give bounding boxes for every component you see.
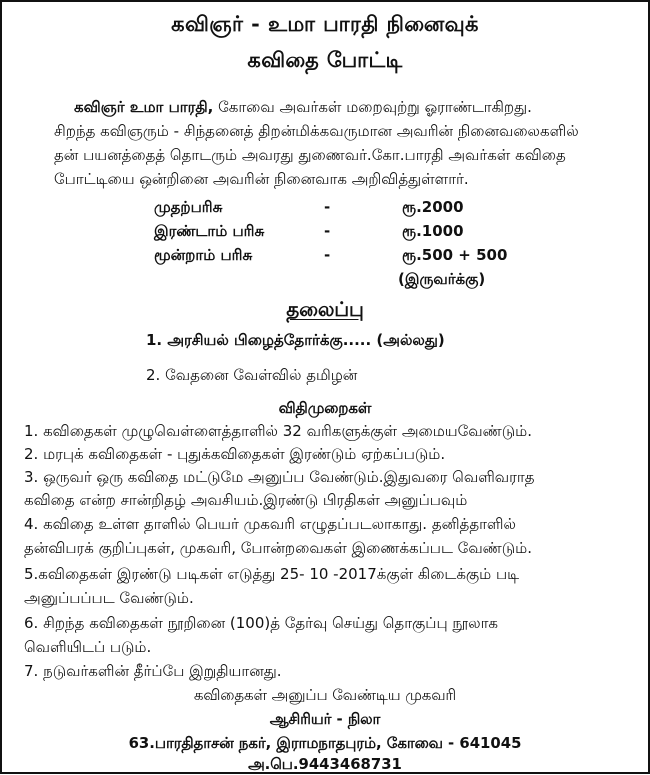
prize-second-dash: -	[324, 222, 331, 240]
rules-heading: விதிமுறைகள்	[278, 399, 372, 417]
prize-third-label: மூன்றாம் பரிசு	[154, 246, 253, 264]
topic-item-1: 1. அரசியல் பிழைத்தோர்க்கு..... (அல்லது)	[146, 331, 445, 349]
prize-second-label: இரண்டாம் பரிசு	[154, 222, 265, 240]
editor-line: ஆசிரியர் - நிலா	[269, 710, 381, 728]
send-to-label: கவிதைகள் அனுப்ப வேண்டிய முகவரி	[193, 686, 457, 704]
rule-line: 3. ஒருவர் ஒரு கவிதை மட்டுமே அனுப்ப வேண்டும்.இதுவரை வெளிவராத	[24, 468, 535, 486]
title-line-1: கவிஞர் - உமா பாரதி நினைவுக்	[171, 12, 479, 36]
prize-first-label: முதற்பரிசு	[154, 198, 223, 216]
intro-line-1	[74, 98, 532, 118]
prize-third-amount: ரூ.500 + 500	[402, 246, 508, 264]
phone-line: அ.பெ.9443468731	[248, 755, 402, 773]
intro-line-2: சிறந்த கவிஞரும் - சிந்தனைத் திறன்மிக்கவருமான அவரின் நினைவலைகளில்	[54, 122, 579, 140]
address-line: 63.பாரதிதாசன் நகர், இராமநாதபுரம், கோவை - 641045	[128, 734, 522, 752]
poet-name: கவிஞர் உமா பாரதி,	[74, 98, 214, 116]
rule-line: 2. மரபுக் கவிதைகள் - புதுக்கவிதைகள் இரண்டும் ஏற்கப்படும்.	[24, 445, 446, 463]
topic-heading: தலைப்பு	[286, 298, 364, 321]
intro-line-1-rest: கோவை அவர்கள் மறைவுற்று ஓராண்டாகிறது.	[213, 98, 532, 116]
prize-first-amount: ரூ.2000	[402, 198, 464, 216]
rule-line: அனுப்பப்பட வேண்டும்.	[24, 589, 194, 607]
rule-line: வெளியிடப் படும்.	[24, 638, 152, 656]
rule-line: தன்விபரக் குறிப்புகள், முகவரி, போன்றவைகள் இணைக்கப்பட வேண்டும்.	[24, 539, 532, 557]
prize-note: (இருவர்க்கு)	[398, 270, 486, 288]
intro-line-3: தன் பயனத்தைத் தொடரும் அவரது துணைவர்.கோ.பாரதி அவர்கள் கவிதை	[54, 146, 566, 164]
rule-line: 5.கவிதைகள் இரண்டு படிகள் எடுத்து 25- 10 -2017க்குள் கிடைக்கும் படி	[24, 565, 520, 583]
prize-third-dash: -	[324, 246, 331, 264]
rule-line: 1. கவிதைகள் முழுவெள்ளைத்தாளில் 32 வரிகளுக்குள் அமையவேண்டும்.	[24, 422, 532, 440]
rule-line: கவிதை என்ற சான்றிதழ் அவசியம்.இரண்டு பிரதிகள் அனுப்பவும்	[24, 491, 468, 509]
topic-item-2: 2. வேதனை வேள்வில் தமிழன்	[146, 366, 358, 384]
rule-line: 7. நடுவர்களின் தீர்ப்பே இறுதியானது.	[24, 662, 282, 680]
intro-line-4: போட்டியை ஒன்றினை அவரின் நினைவாக அறிவித்துள்ளார்.	[54, 170, 469, 188]
title-line-2: கவிதை போட்டி	[247, 48, 403, 72]
prize-first-dash: -	[324, 198, 331, 216]
rule-line: 4. கவிதை உள்ள தாளில் பெயர் முகவரி எழுதப்படலாகாது. தனித்தாளில்	[24, 515, 516, 533]
rule-line: 6. சிறந்த கவிதைகள் நூறினை (100)த் தேர்வு செய்து தொகுப்பு நூலாக	[24, 614, 499, 632]
prize-second-amount: ரூ.1000	[402, 222, 464, 240]
